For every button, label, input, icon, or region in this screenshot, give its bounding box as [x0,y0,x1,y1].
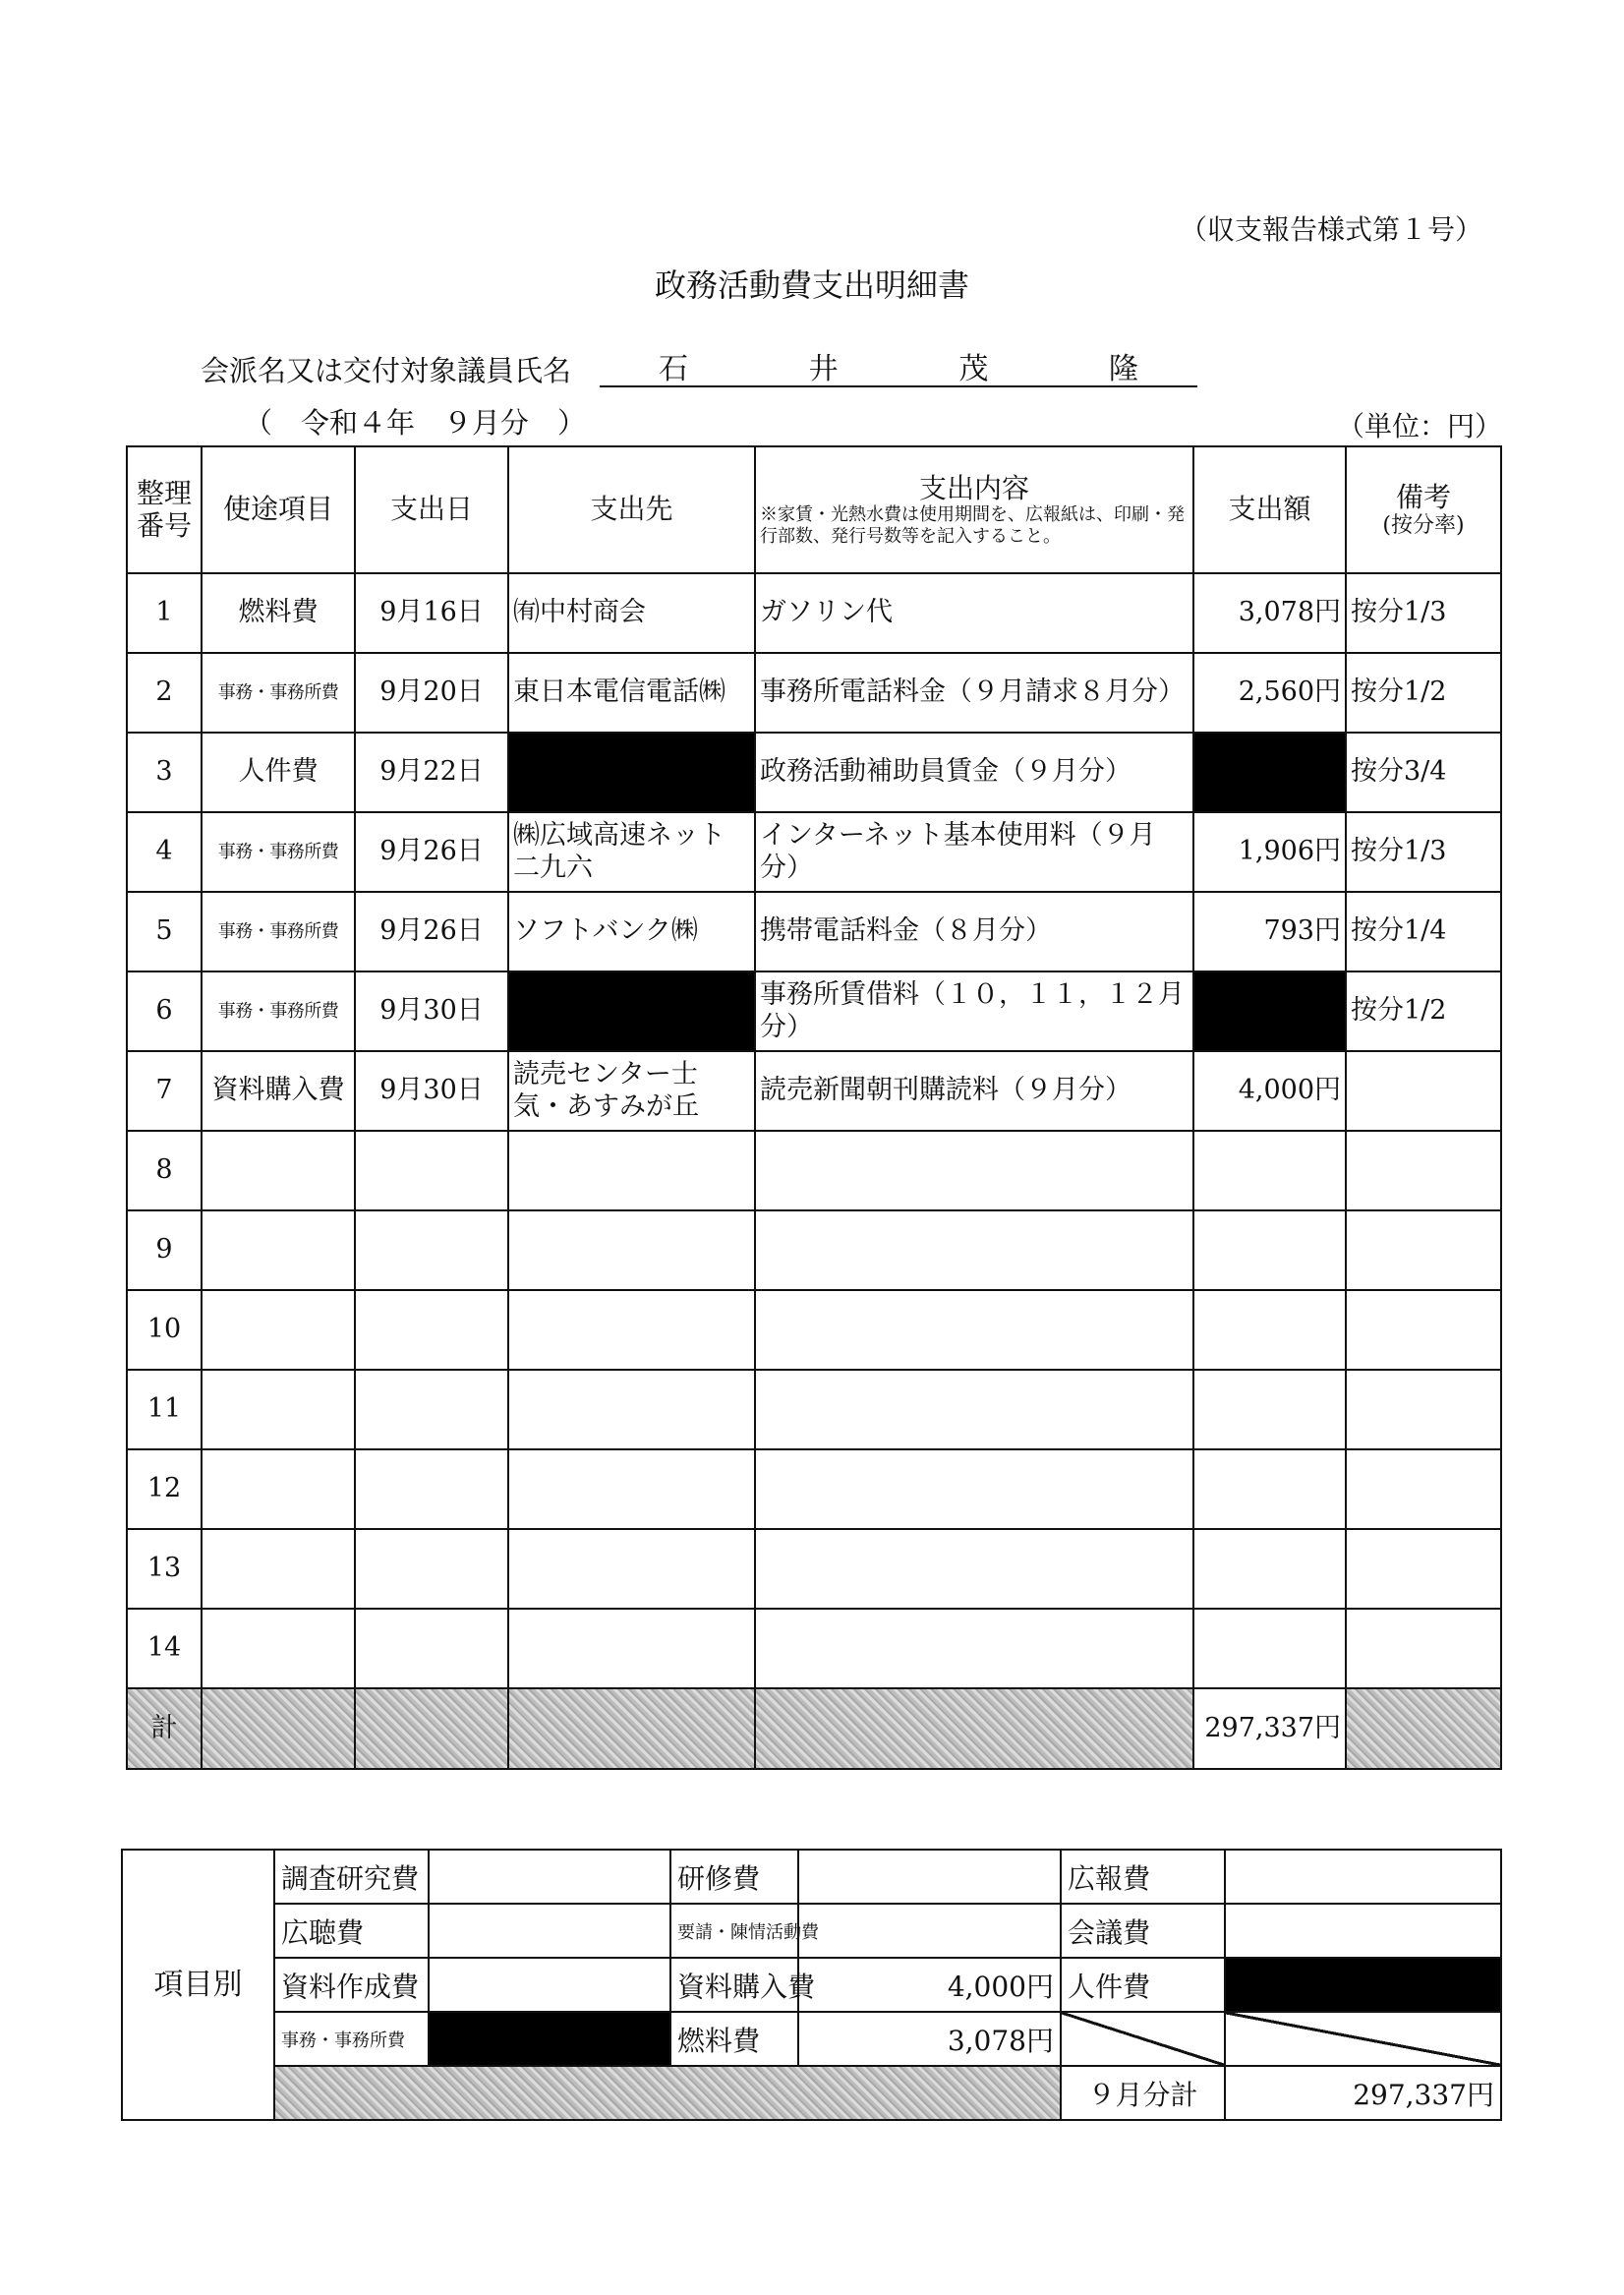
header-remarks [1346,446,1501,573]
header-content-note: ※家賃・光熱水費は使用期間を、広報紙は、印刷・発行部数、発行号数等を記入すること。 [760,504,1185,547]
member-name-label: 会派名又は交付対象議員氏名 [201,354,572,387]
row-payee [508,1290,755,1370]
row-amount [1193,1529,1346,1609]
row-date [355,1370,508,1449]
row-amount: 3,078円 [1193,573,1346,653]
row-date: 9月30日 [355,1051,508,1131]
month-total-amount: 297,337円 [1225,2066,1501,2120]
row-category [202,1609,355,1688]
row-note: 按分1/4 [1346,892,1501,971]
summary-row [122,1958,1501,2012]
summary-row [122,1904,1501,1958]
row-content: 携帯電話料金（８月分） [755,892,1193,971]
row-no: 7 [127,1051,202,1131]
total-row [127,1688,1501,1769]
row-no: 9 [127,1210,202,1290]
diagonal-cell [1225,2012,1501,2066]
row-amount [1193,1210,1346,1290]
row-content: 事務所電話料金（９月請求８月分） [755,653,1193,733]
document-title: 政務活動費支出明細書 [654,266,969,304]
row-payee [508,1210,755,1290]
row-payee [508,1131,755,1210]
row-category [202,1131,355,1210]
row-content [755,1210,1193,1290]
row-content: インターネット基本使用料（９月分） [755,812,1193,892]
header-no: 整理番号 [127,446,202,573]
redacted-payee [508,733,755,812]
row-category: 事務・事務所費 [202,653,355,733]
summary-label-fuel: 燃料費 [670,2012,798,2066]
table-header-row [127,446,1501,573]
summary-side-label: 項目別 [122,1850,274,2120]
total-hatch-cell [755,1688,1193,1769]
header-date: 支出日 [355,446,508,573]
row-note: 按分1/2 [1346,971,1501,1051]
header-category: 使途項目 [202,446,355,573]
row-date [355,1210,508,1290]
header-content [755,446,1193,573]
row-content [755,1529,1193,1609]
table-row [127,1051,1501,1131]
member-name-char: 隆 [1108,352,1138,386]
row-date: 9月20日 [355,653,508,733]
row-no: 12 [127,1449,202,1529]
row-amount [1193,1609,1346,1688]
member-name-char: 茂 [958,352,989,386]
summary-label-research: 調査研究費 [274,1850,429,1904]
row-amount: 1,906円 [1193,812,1346,892]
table-row [127,1449,1501,1529]
row-note: 按分3/4 [1346,733,1501,812]
month-total-label: ９月分計 [1061,2066,1225,2120]
row-content [755,1131,1193,1210]
header-amount: 支出額 [1193,446,1346,573]
summary-value-petition [798,1904,1061,1958]
table-row [127,1131,1501,1210]
row-no: 3 [127,733,202,812]
total-hatch-cell [508,1688,755,1769]
summary-value-meeting [1225,1904,1501,1958]
row-note: 按分1/2 [1346,653,1501,733]
row-date [355,1609,508,1688]
row-content: ガソリン代 [755,573,1193,653]
table-row [127,1210,1501,1290]
table-row [127,573,1501,653]
row-category [202,1290,355,1370]
summary-label-office: 事務・事務所費 [274,2012,429,2066]
row-note [1346,1051,1501,1131]
row-category: 事務・事務所費 [202,812,355,892]
report-period: （ 令和４年 ９月分 ） [244,406,587,440]
row-payee [508,1370,755,1449]
row-date: 9月30日 [355,971,508,1051]
row-no: 5 [127,892,202,971]
row-payee: 読売センター士気・あすみが丘 [508,1051,755,1131]
summary-label-material-purchase: 資料購入費 [670,1958,798,2012]
summary-table [121,1849,1502,2121]
member-name-char: 石 [659,352,688,386]
row-payee: ソフトバンク㈱ [508,892,755,971]
row-no: 11 [127,1370,202,1449]
row-note: 按分1/3 [1346,573,1501,653]
redacted-amount [1193,733,1346,812]
summary-row [122,2012,1501,2066]
summary-label-personnel: 人件費 [1061,1958,1225,2012]
row-payee: 東日本電信電話㈱ [508,653,755,733]
table-row [127,1529,1501,1609]
summary-label-meeting: 会議費 [1061,1904,1225,1958]
summary-label-material-making: 資料作成費 [274,1958,429,2012]
row-amount: 2,560円 [1193,653,1346,733]
row-no: 10 [127,1290,202,1370]
summary-row [122,2066,1501,2120]
table-row [127,1290,1501,1370]
row-no: 8 [127,1131,202,1210]
total-hatch-cell [202,1688,355,1769]
redacted-personnel-amount [1225,1958,1501,2012]
table-row [127,653,1501,733]
row-note [1346,1449,1501,1529]
summary-value-hearing [429,1904,670,1958]
row-content [755,1609,1193,1688]
summary-label-training: 研修費 [670,1850,798,1904]
row-date [355,1449,508,1529]
row-category [202,1370,355,1449]
total-hatch-cell [1346,1688,1501,1769]
summary-value-research [429,1850,670,1904]
summary-value-material-purchase: 4,000円 [798,1958,1061,2012]
row-no: 14 [127,1609,202,1688]
row-content: 読売新聞朝刊購読料（９月分） [755,1051,1193,1131]
row-date [355,1290,508,1370]
row-content [755,1449,1193,1529]
diagonal-cell [1061,2012,1225,2066]
row-amount [1193,1290,1346,1370]
row-amount: 793円 [1193,892,1346,971]
row-amount [1193,1370,1346,1449]
table-row [127,812,1501,892]
summary-value-fuel: 3,078円 [798,2012,1061,2066]
row-no: 2 [127,653,202,733]
row-content: 政務活動補助員賃金（９月分） [755,733,1193,812]
row-amount: 4,000円 [1193,1051,1346,1131]
row-no: 1 [127,573,202,653]
redacted-office-amount [429,2012,670,2066]
row-no: 6 [127,971,202,1051]
row-note [1346,1290,1501,1370]
row-content: 事務所賃借料（１０，１１，１２月分） [755,971,1193,1051]
row-content [755,1370,1193,1449]
row-payee [508,1609,755,1688]
row-category [202,1529,355,1609]
expense-table [126,445,1502,1770]
row-no: 13 [127,1529,202,1609]
row-note [1346,1370,1501,1449]
row-category: 燃料費 [202,573,355,653]
form-number: （収支報告様式第１号） [1180,213,1483,246]
total-hatch-cell [355,1688,508,1769]
row-note [1346,1131,1501,1210]
row-category: 人件費 [202,733,355,812]
row-category: 事務・事務所費 [202,892,355,971]
row-payee [508,1529,755,1609]
row-category [202,1449,355,1529]
header-remarks-label: 備考 [1395,480,1451,513]
table-row [127,971,1501,1051]
summary-value-material-making [429,1958,670,2012]
member-name-field [600,346,1197,387]
row-date [355,1529,508,1609]
row-date: 9月26日 [355,812,508,892]
member-name-char: 井 [808,352,839,386]
redacted-payee [508,971,755,1051]
summary-label-hearing: 広聴費 [274,1904,429,1958]
row-category: 資料購入費 [202,1051,355,1131]
table-row [127,1609,1501,1688]
row-payee: ㈲中村商会 [508,573,755,653]
row-amount [1193,1131,1346,1210]
table-row [127,733,1501,812]
summary-label-pr: 広報費 [1061,1850,1225,1904]
header-payee: 支出先 [508,446,755,573]
table-row [127,892,1501,971]
redacted-amount [1193,971,1346,1051]
row-no: 4 [127,812,202,892]
summary-label-petition: 要請・陳情活動費 [670,1904,798,1958]
table-row [127,1370,1501,1449]
total-label: 計 [127,1688,202,1769]
row-date: 9月22日 [355,733,508,812]
row-note: 按分1/3 [1346,812,1501,892]
row-date: 9月26日 [355,892,508,971]
unit-label: （単位：円） [1337,410,1503,442]
total-amount: 297,337円 [1193,1688,1346,1769]
row-note [1346,1210,1501,1290]
header-remarks-sub: (按分率) [1382,512,1465,538]
row-note [1346,1609,1501,1688]
summary-value-training [798,1850,1061,1904]
row-category: 事務・事務所費 [202,971,355,1051]
summary-value-pr [1225,1850,1501,1904]
row-content [755,1290,1193,1370]
row-date: 9月16日 [355,573,508,653]
summary-hatch-cell [274,2066,1061,2120]
row-payee [508,1449,755,1529]
row-amount [1193,1449,1346,1529]
summary-row [122,1850,1501,1904]
row-date [355,1131,508,1210]
row-payee: ㈱広域高速ネット二九六 [508,812,755,892]
header-content-label: 支出内容 [918,471,1029,504]
row-note [1346,1529,1501,1609]
row-category [202,1210,355,1290]
